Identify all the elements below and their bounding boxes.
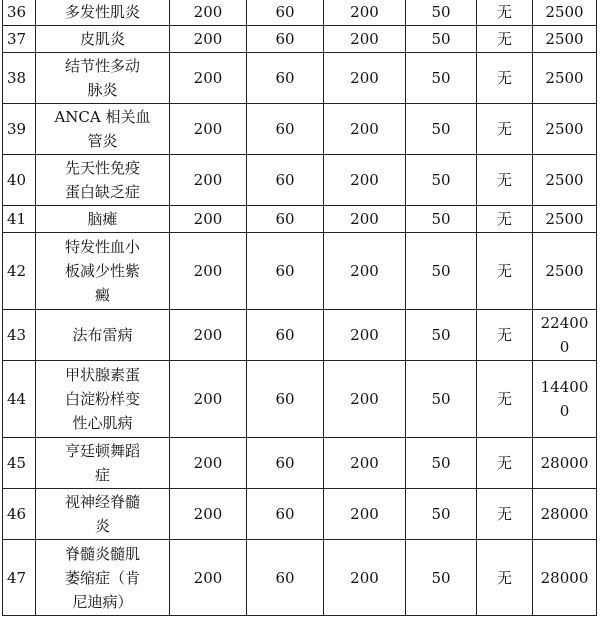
value-cell-v5: 无 bbox=[477, 104, 533, 155]
value-line: 2500 bbox=[545, 3, 584, 21]
row-number: 38 bbox=[3, 53, 36, 104]
value-line: 22400 bbox=[540, 314, 589, 332]
value-cell-v5: 无 bbox=[477, 53, 533, 104]
disease-name bbox=[36, 489, 170, 540]
value-cell-v1: 200 bbox=[170, 233, 247, 310]
value-cell-v2: 60 bbox=[247, 155, 324, 206]
disease-name-line: 甲状腺素蛋 bbox=[64, 366, 140, 384]
value-cell-v6 bbox=[533, 438, 597, 489]
disease-name-line: 萎缩症（肯 bbox=[64, 568, 140, 587]
value-cell-v6 bbox=[533, 233, 597, 310]
value-cell-v3: 200 bbox=[324, 155, 406, 206]
table-row bbox=[3, 540, 597, 616]
disease-name-line: 脑瘫 bbox=[87, 210, 118, 228]
value-cell-v1: 200 bbox=[170, 540, 247, 616]
disease-name-line: 特发性血小 bbox=[64, 238, 140, 256]
table-body bbox=[3, 0, 597, 616]
table-row bbox=[3, 104, 597, 155]
disease-name-line: 性心肌病 bbox=[72, 414, 133, 432]
value-line: 2500 bbox=[545, 262, 584, 280]
table-row bbox=[3, 206, 597, 233]
value-cell-v3: 200 bbox=[324, 26, 406, 53]
disease-name-line: 癜 bbox=[94, 286, 110, 304]
disease-name-line: 白淀粉样变 bbox=[64, 390, 140, 408]
row-number: 44 bbox=[3, 361, 36, 438]
value-cell-v2: 60 bbox=[247, 206, 324, 233]
value-line: 28000 bbox=[540, 568, 589, 587]
value-cell-v3: 200 bbox=[324, 104, 406, 155]
value-cell-v3: 200 bbox=[324, 361, 406, 438]
value-cell-v4: 50 bbox=[406, 0, 477, 26]
row-number: 37 bbox=[3, 26, 36, 53]
value-cell-v5: 无 bbox=[477, 310, 533, 361]
table-row bbox=[3, 233, 597, 310]
disease-name bbox=[36, 53, 170, 104]
disease-name-line: 蛋白缺乏症 bbox=[64, 183, 140, 201]
disease-name-line: 皮肌炎 bbox=[79, 30, 125, 48]
value-cell-v6 bbox=[533, 104, 597, 155]
table-row bbox=[3, 438, 597, 489]
value-cell-v6 bbox=[533, 26, 597, 53]
value-cell-v1: 200 bbox=[170, 206, 247, 233]
disease-name-line: 尼迪病） bbox=[72, 592, 133, 611]
row-number: 42 bbox=[3, 233, 36, 310]
value-cell-v6 bbox=[533, 310, 597, 361]
row-number: 47 bbox=[3, 540, 36, 616]
disease-name-line: 法布雷病 bbox=[72, 326, 133, 344]
value-line: 14400 bbox=[540, 378, 589, 396]
value-cell-v1: 200 bbox=[170, 104, 247, 155]
value-cell-v1: 200 bbox=[170, 361, 247, 438]
value-line: 2500 bbox=[545, 171, 584, 189]
disease-name-line: 症 bbox=[94, 466, 110, 484]
row-number: 45 bbox=[3, 438, 36, 489]
value-cell-v6 bbox=[533, 361, 597, 438]
value-cell-v5: 无 bbox=[477, 540, 533, 616]
value-cell-v6 bbox=[533, 540, 597, 616]
disease-name bbox=[36, 104, 170, 155]
value-cell-v5: 无 bbox=[477, 26, 533, 53]
value-line: 0 bbox=[559, 402, 570, 420]
disease-name bbox=[36, 361, 170, 438]
value-cell-v5: 无 bbox=[477, 438, 533, 489]
value-cell-v5: 无 bbox=[477, 489, 533, 540]
value-cell-v5: 无 bbox=[477, 0, 533, 26]
table-row bbox=[3, 0, 597, 26]
disease-name-line: 炎 bbox=[94, 517, 110, 535]
disease-name bbox=[36, 233, 170, 310]
value-cell-v2: 60 bbox=[247, 104, 324, 155]
value-cell-v1: 200 bbox=[170, 310, 247, 361]
disease-name-line: 板减少性紫 bbox=[64, 262, 140, 280]
value-cell-v3: 200 bbox=[324, 0, 406, 26]
value-cell-v3: 200 bbox=[324, 540, 406, 616]
value-cell-v2: 60 bbox=[247, 0, 324, 26]
value-cell-v4: 50 bbox=[406, 155, 477, 206]
disease-name bbox=[36, 155, 170, 206]
value-line: 2500 bbox=[545, 120, 584, 138]
disease-name-line: ANCA 相关血 bbox=[54, 108, 151, 126]
disease-name-line: 脉炎 bbox=[87, 81, 118, 99]
value-cell-v1: 200 bbox=[170, 155, 247, 206]
disease-name-line: 亨廷顿舞蹈 bbox=[64, 442, 140, 460]
value-cell-v3: 200 bbox=[324, 310, 406, 361]
value-line: 0 bbox=[559, 338, 570, 356]
disease-name bbox=[36, 310, 170, 361]
value-cell-v4: 50 bbox=[406, 104, 477, 155]
value-cell-v4: 50 bbox=[406, 438, 477, 489]
value-cell-v4: 50 bbox=[406, 26, 477, 53]
value-cell-v4: 50 bbox=[406, 489, 477, 540]
value-cell-v4: 50 bbox=[406, 310, 477, 361]
value-cell-v6 bbox=[533, 206, 597, 233]
value-cell-v3: 200 bbox=[324, 233, 406, 310]
value-cell-v1: 200 bbox=[170, 438, 247, 489]
table-row bbox=[3, 26, 597, 53]
disease-name-line: 脊髓炎髓肌 bbox=[64, 544, 140, 563]
value-cell-v3: 200 bbox=[324, 438, 406, 489]
value-line: 2500 bbox=[545, 69, 584, 87]
disease-table bbox=[2, 0, 597, 616]
value-line: 2500 bbox=[545, 30, 584, 48]
disease-name-line: 多发性肌炎 bbox=[64, 3, 140, 21]
value-cell-v2: 60 bbox=[247, 53, 324, 104]
value-cell-v6 bbox=[533, 489, 597, 540]
value-cell-v2: 60 bbox=[247, 438, 324, 489]
value-cell-v6 bbox=[533, 53, 597, 104]
row-number: 39 bbox=[3, 104, 36, 155]
value-cell-v5: 无 bbox=[477, 155, 533, 206]
value-cell-v2: 60 bbox=[247, 233, 324, 310]
value-cell-v3: 200 bbox=[324, 206, 406, 233]
value-cell-v2: 60 bbox=[247, 540, 324, 616]
disease-name bbox=[36, 540, 170, 616]
table-row bbox=[3, 361, 597, 438]
disease-name-line: 先天性免疫 bbox=[64, 159, 140, 177]
table-row bbox=[3, 53, 597, 104]
table-row bbox=[3, 155, 597, 206]
disease-name-line: 视神经脊髓 bbox=[64, 493, 140, 511]
disease-name bbox=[36, 438, 170, 489]
value-cell-v3: 200 bbox=[324, 53, 406, 104]
disease-name-line: 管炎 bbox=[87, 132, 118, 150]
value-cell-v1: 200 bbox=[170, 53, 247, 104]
value-cell-v2: 60 bbox=[247, 489, 324, 540]
value-cell-v5: 无 bbox=[477, 233, 533, 310]
value-cell-v4: 50 bbox=[406, 53, 477, 104]
value-cell-v4: 50 bbox=[406, 361, 477, 438]
value-cell-v6 bbox=[533, 0, 597, 26]
value-cell-v2: 60 bbox=[247, 310, 324, 361]
disease-name bbox=[36, 206, 170, 233]
value-cell-v4: 50 bbox=[406, 233, 477, 310]
value-line: 28000 bbox=[540, 454, 589, 472]
table-row bbox=[3, 489, 597, 540]
table-row bbox=[3, 310, 597, 361]
value-cell-v2: 60 bbox=[247, 361, 324, 438]
row-number: 40 bbox=[3, 155, 36, 206]
disease-name bbox=[36, 26, 170, 53]
value-cell-v3: 200 bbox=[324, 489, 406, 540]
value-cell-v4: 50 bbox=[406, 540, 477, 616]
value-cell-v5: 无 bbox=[477, 206, 533, 233]
value-cell-v4: 50 bbox=[406, 206, 477, 233]
row-number: 36 bbox=[3, 0, 36, 26]
value-cell-v1: 200 bbox=[170, 26, 247, 53]
value-line: 2500 bbox=[545, 210, 584, 228]
value-cell-v2: 60 bbox=[247, 26, 324, 53]
value-cell-v1: 200 bbox=[170, 489, 247, 540]
row-number: 43 bbox=[3, 310, 36, 361]
value-cell-v5: 无 bbox=[477, 361, 533, 438]
value-line: 28000 bbox=[540, 505, 589, 523]
value-cell-v1: 200 bbox=[170, 0, 247, 26]
row-number: 41 bbox=[3, 206, 36, 233]
value-cell-v6 bbox=[533, 155, 597, 206]
disease-name bbox=[36, 0, 170, 26]
row-number: 46 bbox=[3, 489, 36, 540]
disease-name-line: 结节性多动 bbox=[64, 57, 140, 75]
